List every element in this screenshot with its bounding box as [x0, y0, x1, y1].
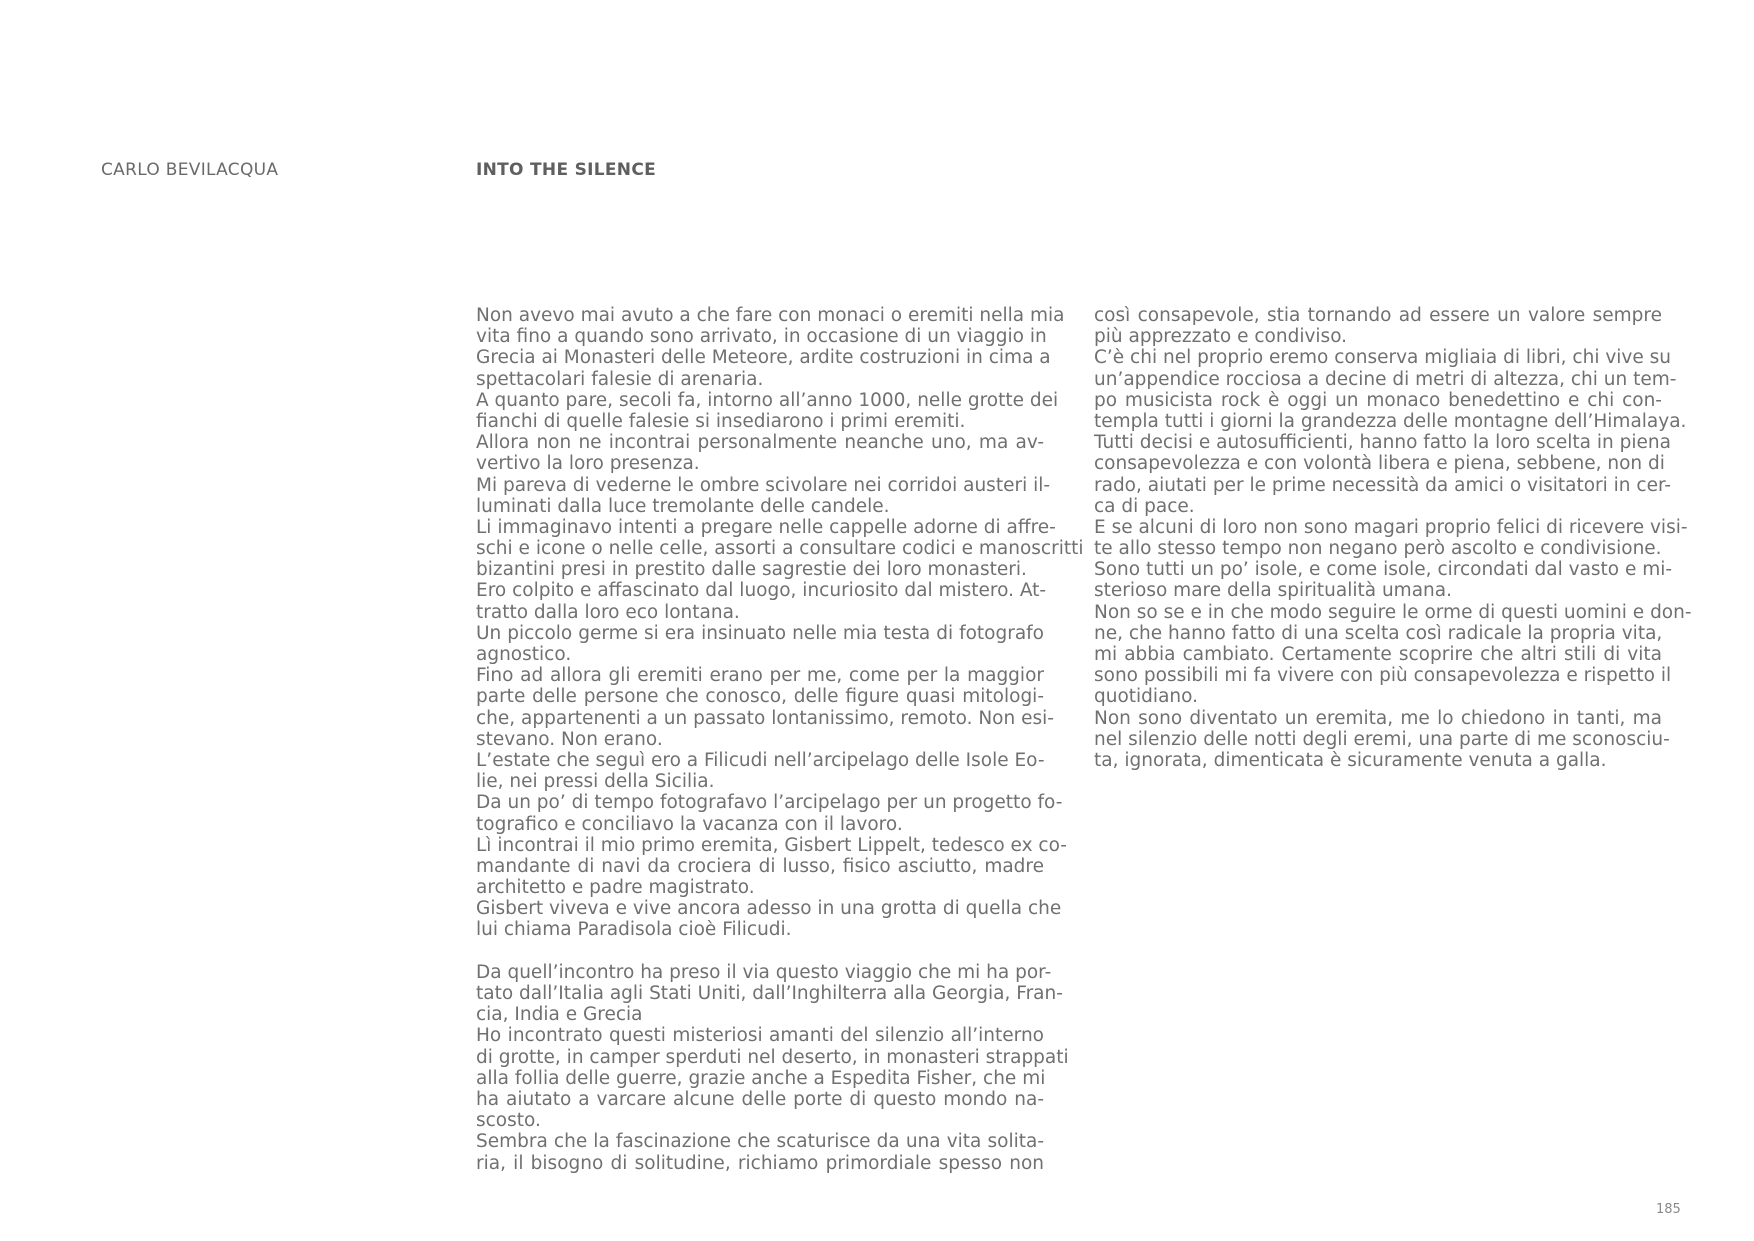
paragraph-break	[476, 941, 1044, 962]
text-line: vita fino a quando sono arrivato, in occasione di un viaggio in	[476, 326, 1047, 348]
text-line: Non sono diventato un eremita, me lo chiedono in tanti, ma	[1094, 707, 1662, 729]
text-line: Ho incontrato questi misteriosi amanti del silenzio all’interno	[476, 1025, 1044, 1047]
text-line: schi e icone o nelle celle, assorti a consultare codici e manoscritti	[476, 538, 1084, 560]
text-line: L’estate che seguì ero a Filicudi nell’arcipelago delle Isole Eo-	[476, 749, 1045, 771]
text-line: architetto e padre magistrato.	[476, 877, 755, 899]
text-line: un’appendice rocciosa a decine di metri di altezza, chi un tem-	[1094, 368, 1677, 390]
text-line: lie, nei pressi della Sicilia.	[476, 771, 715, 793]
text-line: Ero colpito e affascinato dal luogo, incuriosito dal mistero. At-	[476, 580, 1047, 602]
text-line: nel silenzio delle notti degli eremi, una parte di me sconosciu-	[1094, 728, 1670, 750]
text-line: consapevolezza e con volontà libera e piena, sebbene, non di	[1094, 453, 1665, 475]
text-line: Allora non ne incontrai personalmente neanche uno, ma av-	[476, 432, 1044, 454]
page-number: 185	[1656, 1202, 1681, 1217]
text-line: Un piccolo germe si era insinuato nelle mia testa di fotografo	[476, 622, 1044, 644]
text-line: Gisbert viveva e vive ancora adesso in una grotta di quella che	[476, 898, 1062, 920]
text-line: C’è chi nel proprio eremo conserva migliaia di libri, chi vive su	[1094, 347, 1671, 369]
text-line: parte delle persone che conosco, delle figure quasi mitologi-	[476, 686, 1044, 708]
text-line: Grecia ai Monasteri delle Meteore, ardite costruzioni in cima a	[476, 347, 1051, 369]
text-line: po musicista rock è oggi un monaco benedettino e chi con-	[1094, 389, 1662, 411]
text-line: te allo stesso tempo non negano però ascolto e condivisione.	[1094, 538, 1662, 560]
text-line: sterioso mare della spiritualità umana.	[1094, 580, 1452, 602]
text-line: tografico e conciliavo la vacanza con il lavoro.	[476, 813, 903, 835]
text-line: più apprezzato e condiviso.	[1094, 326, 1348, 348]
text-line: Non so se e in che modo seguire le orme di questi uomini e don-	[1094, 601, 1692, 623]
text-line: mi abbia cambiato. Certamente scoprire che altri stili di vita	[1094, 644, 1662, 665]
text-line: bizantini presi in prestito dalle sagrestie dei loro monasteri.	[476, 559, 1027, 581]
text-line: così consapevole, stia tornando ad essere un valore sempre	[1094, 305, 1662, 326]
text-line: cia, India e Grecia	[476, 1004, 643, 1026]
author-name: CARLO BEVILACQUA	[101, 160, 279, 180]
text-line: Da quell’incontro ha preso il via questo viaggio che mi ha por-	[476, 961, 1052, 983]
text-line: ha aiutato a varcare alcune delle porte di questo mondo na-	[476, 1088, 1044, 1110]
text-line: Li immaginavo intenti a pregare nelle cappelle adorne di affre-	[476, 516, 1056, 538]
text-line: Non avevo mai avuto a che fare con monaci o eremiti nella mia	[476, 305, 1065, 326]
text-line: spettacolari falesie di arenaria.	[476, 368, 764, 390]
text-line: luminati dalla luce tremolante delle candele.	[476, 495, 890, 517]
text-line: tratto dalla loro eco lontana.	[476, 601, 740, 623]
text-line: stevano. Non erano.	[476, 728, 663, 750]
text-line: scosto.	[476, 1110, 541, 1132]
text-line: A quanto pare, secoli fa, intorno all’anno 1000, nelle grotte dei	[476, 389, 1059, 411]
text-line: vertivo la loro presenza.	[476, 453, 700, 475]
text-line: Mi pareva di vederne le ombre scivolare nei corridoi austeri il-	[476, 474, 1051, 496]
text-line: sono possibili mi fa vivere con più consapevolezza e rispetto il	[1094, 665, 1672, 687]
text-line: che, appartenenti a un passato lontanissimo, remoto. Non esi-	[476, 707, 1054, 729]
text-line: Da un po’ di tempo fotografavo l’arcipelago per un progetto fo-	[476, 792, 1063, 814]
text-line: ria, il bisogno di solitudine, richiamo primordiale spesso non	[476, 1152, 1044, 1174]
text-line: Sembra che la fascinazione che scaturisce da una vita solita-	[476, 1131, 1044, 1153]
article-title: INTO THE SILENCE	[476, 160, 657, 180]
text-line: di grotte, in camper sperduti nel deserto, in monasteri strappati	[476, 1046, 1069, 1068]
text-line: quotidiano.	[1094, 686, 1198, 708]
text-line: ta, ignorata, dimenticata è sicuramente venuta a galla.	[1094, 749, 1607, 771]
text-line: Fino ad allora gli eremiti erano per me, come per la maggior	[476, 665, 1044, 687]
text-line: mandante di navi da crociera di lusso, fisico asciutto, madre	[476, 855, 1044, 877]
text-line: ne, che hanno fatto di una scelta così radicale la propria vita,	[1094, 622, 1663, 644]
text-line: lui chiama Paradisola cioè Filicudi.	[476, 919, 792, 941]
body-column-right	[1094, 305, 1692, 771]
text-line: fianchi di quelle falesie si insediarono i primi eremiti.	[476, 410, 966, 432]
text-line: tato dall’Italia agli Stati Uniti, dall’Inghilterra alla Georgia, Fran-	[476, 983, 1063, 1004]
text-line: ca di pace.	[1094, 495, 1195, 517]
text-line: Sono tutti un po’ isole, e come isole, circondati dal vasto e mi-	[1094, 559, 1673, 581]
text-line: rado, aiutati per le prime necessità da amici o visitatori in cer-	[1094, 474, 1672, 496]
text-line: alla follia delle guerre, grazie anche a Espedita Fisher, che mi	[476, 1067, 1046, 1089]
text-line: Lì incontrai il mio primo eremita, Gisbert Lippelt, tedesco ex co-	[476, 834, 1067, 856]
text-line: E se alcuni di loro non sono magari proprio felici di ricevere visi-	[1094, 516, 1688, 538]
body-column-left	[476, 305, 1084, 1174]
text-line: Tutti decisi e autosufficienti, hanno fatto la loro scelta in piena	[1094, 432, 1671, 454]
text-line: templa tutti i giorni la grandezza delle montagne dell’Himalaya.	[1094, 410, 1687, 432]
text-line: agnostico.	[476, 644, 572, 665]
